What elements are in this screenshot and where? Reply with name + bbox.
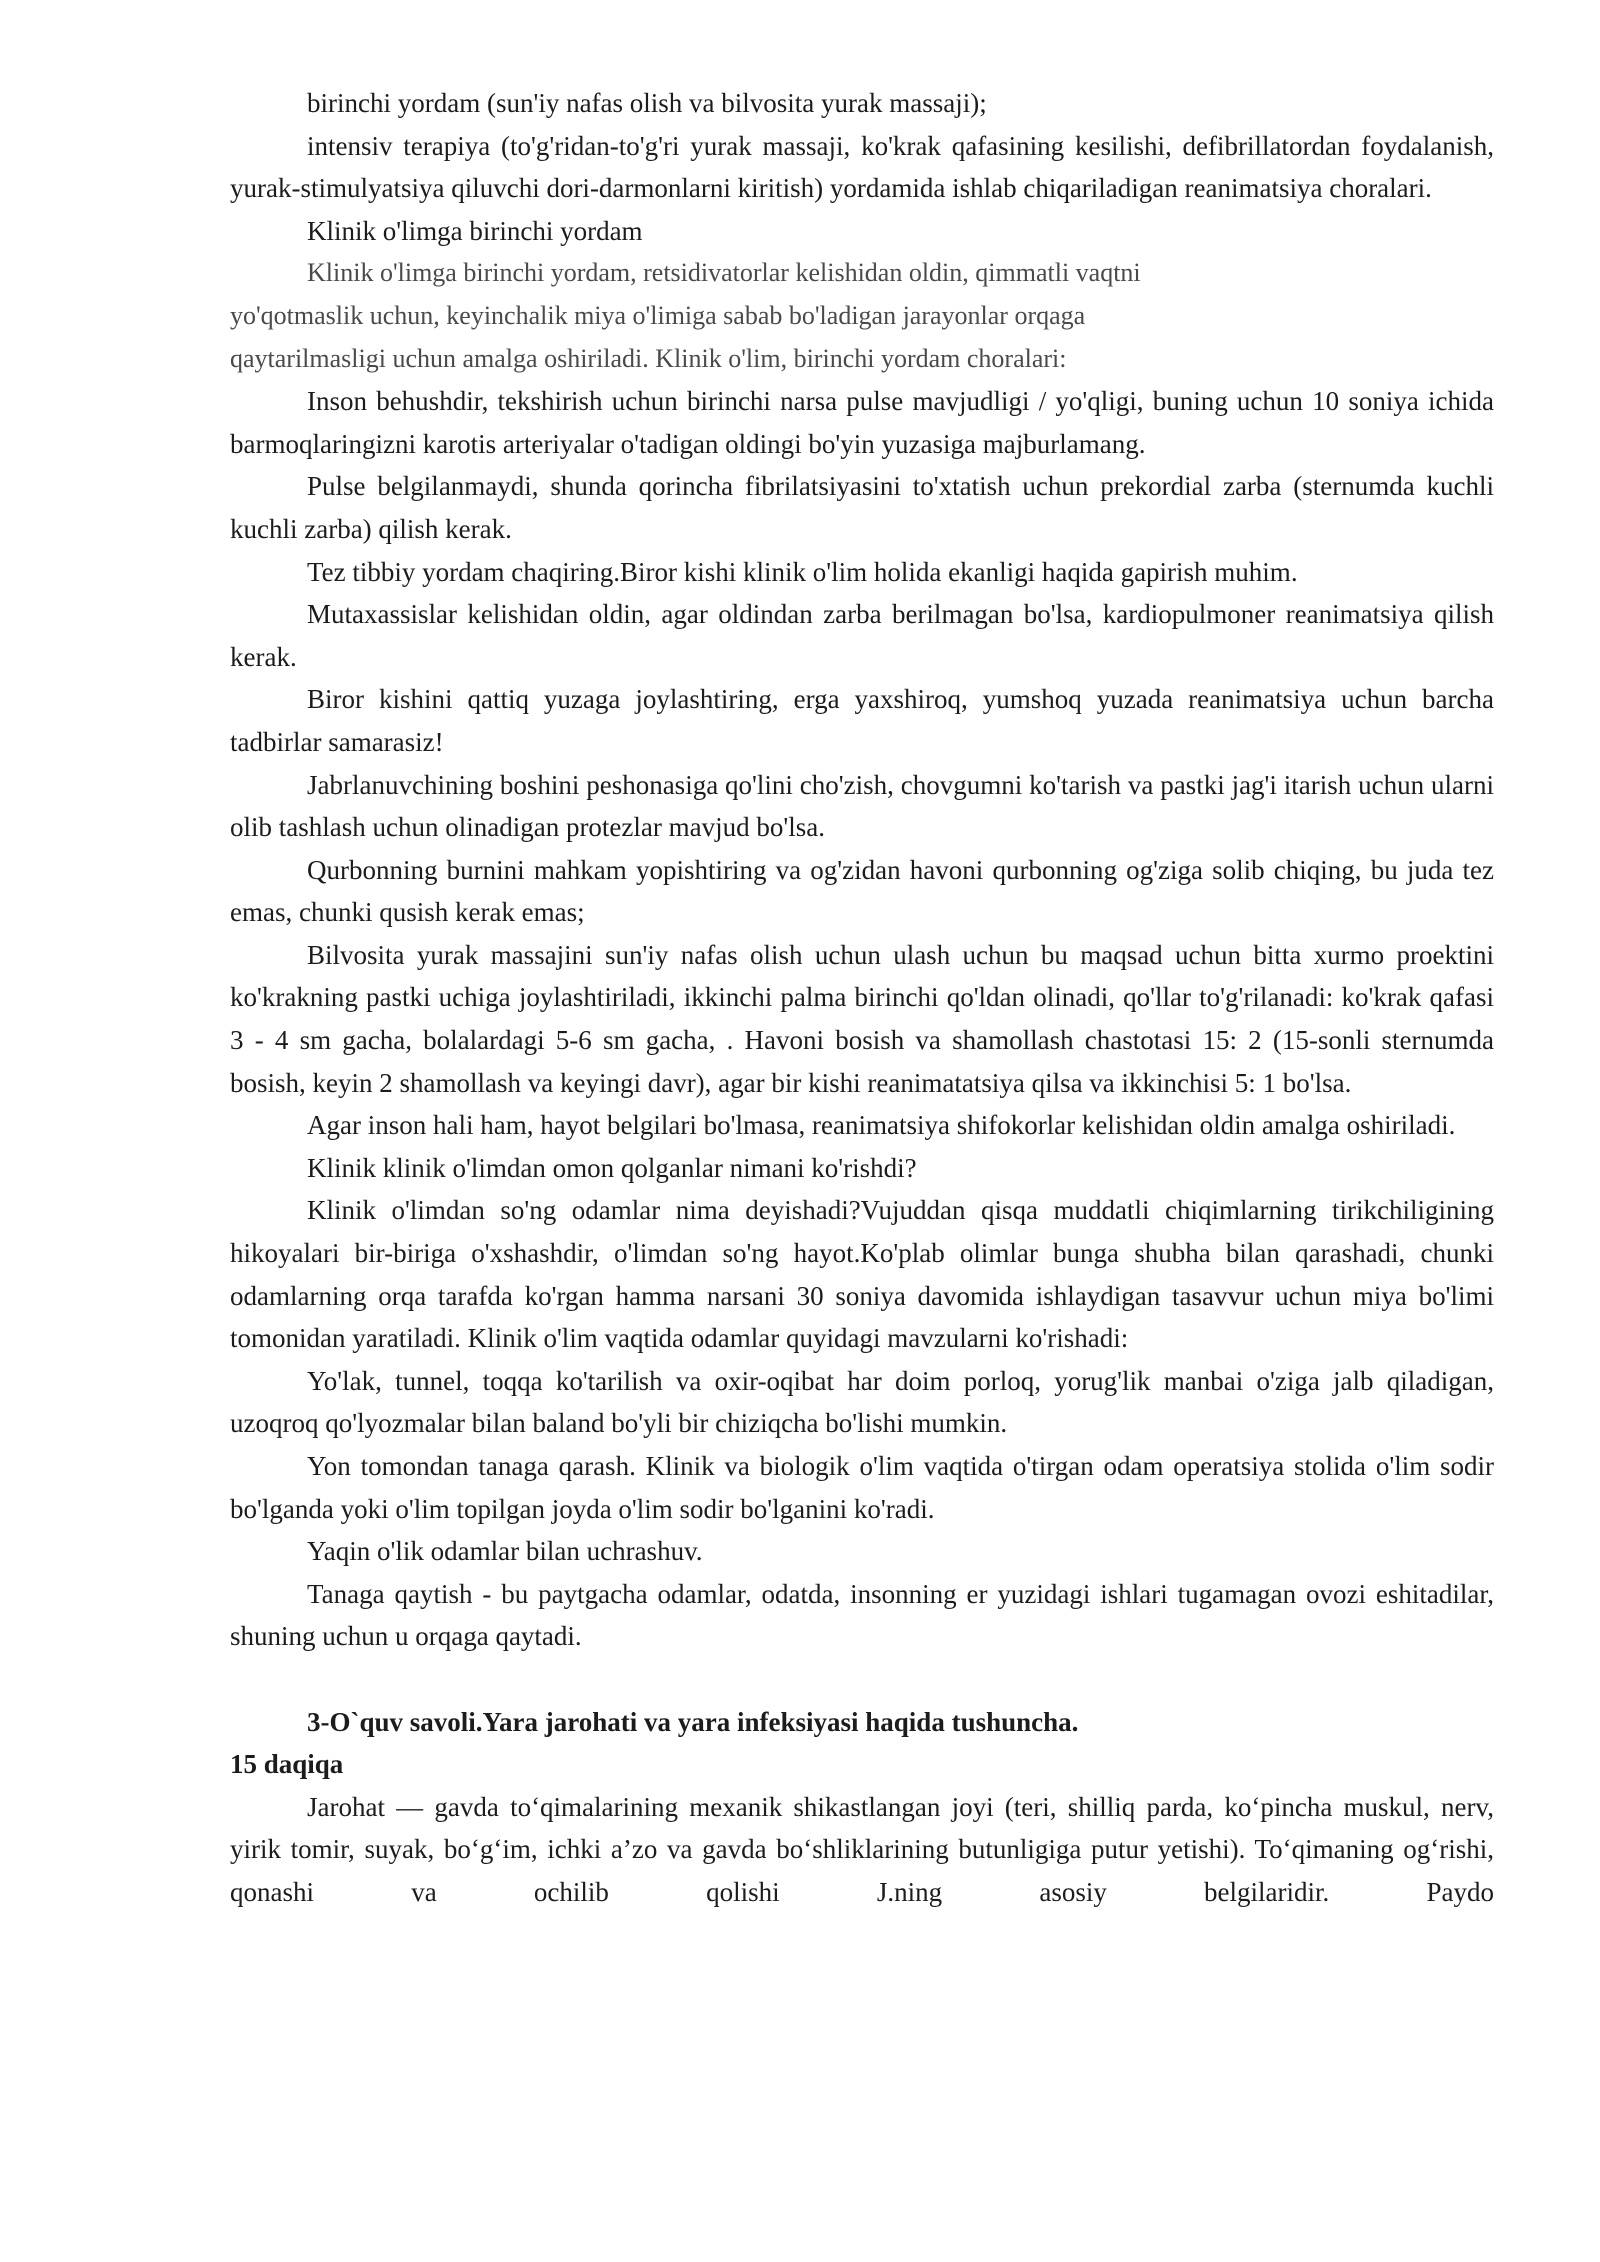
gray-paragraph-line-1: Klinik o'limga birinchi yordam, retsidivatorlar kelishidan oldin, qimmatli vaqtni xyxy=(307,258,1141,288)
paragraph-intensive-therapy: intensiv terapiya (to'g'ridan-to'g'ri yurak massaji, ko'krak qafasining kesilishi, defibrillatordan foydalanish, yurak-stimulyatsiya qiluvchi dori-darmonlarni kiritish) yordamida ishlab chiqariladigan reanimatsiya choralari. xyxy=(230,130,1494,204)
paragraph-wound-definition: Jarohat — gavda to‘qimalarining mexanik shikastlangan joyi (teri, shilliq parda, ko‘pincha muskul, nerv, yirik tomir, suyak, bo‘g‘im, ichki a’zo va gavda bo‘shliklarining butunligiga putur yetishi). To‘qimaning og‘rishi, qonashi va ochilib qolishi J.ning asosiy belgilaridir. Paydo xyxy=(230,1791,1494,1907)
paragraph-return-to-body: Tanaga qaytish - bu paytgacha odamlar, odatda, insonning er yuzidagi ishlari tugamagan ovozi eshitadilar, shuning uchun u orqaga qaytadi. xyxy=(230,1578,1494,1652)
paragraph-hard-surface: Biror kishini qattiq yuzaga joylashtiring, erga yaxshiroq, yumshoq yuzada reanimatsiya uchun barcha tadbirlar samarasiz! xyxy=(230,684,1494,757)
paragraph-continue-resuscitation: Agar inson hali ham, hayot belgilari bo'lmasa, reanimatsiya shifokorlar kelishidan oldin amalga oshiriladi. xyxy=(307,1110,1456,1141)
paragraph-out-of-body: Yon tomondan tanaga qarash. Klinik va biologik o'lim vaqtida o'tirgan odam operatsiya stolida o'lim sodir bo'lganda yoki o'lim topilgan joyda o'lim sodir bo'lganini ko'radi. xyxy=(230,1451,1494,1524)
paragraph-survivors-question: Klinik klinik o'limdan omon qolganlar nimani ko'rishdi? xyxy=(307,1152,917,1183)
section-duration: 15 daqiqa xyxy=(230,1749,344,1780)
paragraph-after-death-stories: Klinik o'limdan so'ng odamlar nima deyishadi?Vujuddan qisqa muddatli chiqimlarning tirikchiligining hikoyalari bir-biriga o'xshashdir, o'limdan so'ng hayot.Ko'plab olimlar bunga shubha bilan qarashadi, chunki odamlarning orqa tarafda ko'rgan hamma narsani 30 soniya davomida ishlaydigan tasavvur uchun miya bo'limi tomonidan yaratiladi. Klinik o'lim vaqtida odamlar quyidagi mavzularni ko'rishadi: xyxy=(230,1195,1494,1354)
section-heading: 3-O`quv savoli.Yara jarohati va yara infeksiyasi haqida tushuncha. xyxy=(307,1706,1079,1737)
paragraph-cpr: Mutaxassislar kelishidan oldin, agar oldindan zarba berilmagan bo'lsa, kardiopulmoner reanimatsiya qilish kerak. xyxy=(230,599,1494,672)
gray-paragraph-line-3: qaytarilmasligi uchun amalga oshiriladi. Klinik o'lim, birinchi yordam choralari: xyxy=(230,343,1067,373)
blank-line xyxy=(230,1658,1494,1701)
paragraph-first-aid: birinchi yordam (sun'iy nafas olish va bilvosita yurak massaji); xyxy=(307,88,987,118)
paragraph-head-tilt: Jabrlanuvchining boshini peshonasiga qo'lini cho'zish, chovgumni ko'tarish va pastki jag'i itarish uchun ularni olib tashlash uchun olinadigan protezlar mavjud bo'lsa. xyxy=(230,769,1494,843)
paragraph-heart-massage: Bilvosita yurak massajini sun'iy nafas olish uchun ulash uchun bu maqsad uchun bitta xurmo proektini ko'krakning pastki uchiga joylashtiriladi, ikkinchi palma birinchi qo'ldan olinadi, qo'llar to'g'rilanadi: ko'krak qafasi 3 - 4 sm gacha, bolalardagi 5-6 sm gacha, . Havoni bosish va shamollash chastotasi 15: 2 (15-sonli sternumda bosish, keyin 2 shamollash va keyingi davr), agar bir kishi reanimatatsiya qilsa va ikkinchisi 5: 1 bo'lsa. xyxy=(230,939,1494,1098)
gray-paragraph-line-2: yo'qotmaslik uchun, keyinchalik miya o'limiga sabab bo'ladigan jarayonlar orqaga xyxy=(230,300,1086,330)
paragraph-precordial-thump: Pulse belgilanmaydi, shunda qorincha fibrilatsiyasini to'xtatish uchun prekordial zarba (sternumda kuchli kuchli zarba) qilish kerak. xyxy=(230,471,1494,544)
paragraph-rescue-breath: Qurbonning burnini mahkam yopishtiring va og'zidan havoni qurbonning og'ziga solib chiqing, bu juda tez emas, chunki qusish kerak emas; xyxy=(230,854,1494,928)
gray-paragraph xyxy=(230,252,1494,380)
paragraph-call-ambulance: Tez tibbiy yordam chaqiring.Biror kishi klinik o'lim holida ekanligi haqida gapirish muhim. xyxy=(307,556,1298,587)
paragraph-tunnel: Yo'lak, tunnel, toqqa ko'tarilish va oxir-oqibat har doim porloq, yorug'lik manbai o'ziga jalb qiladigan, uzoqroq qo'lyozmalar bilan baland bo'yli bir chiziqcha bo'lishi mumkin. xyxy=(230,1365,1494,1439)
paragraph-meeting-dead: Yaqin o'lik odamlar bilan uchrashuv. xyxy=(307,1536,703,1567)
document-page xyxy=(230,82,1494,1914)
paragraph-clinical-death-heading: Klinik o'limga birinchi yordam xyxy=(307,215,643,246)
paragraph-pulse-check: Inson behushdir, tekshirish uchun birinchi narsa pulse mavjudligi / yo'qligi, buning uchun 10 soniya ichida barmoqlaringizni karotis arteriyalar o'tadigan oldingi bo'yin yuzasiga majburlamang. xyxy=(230,386,1494,459)
